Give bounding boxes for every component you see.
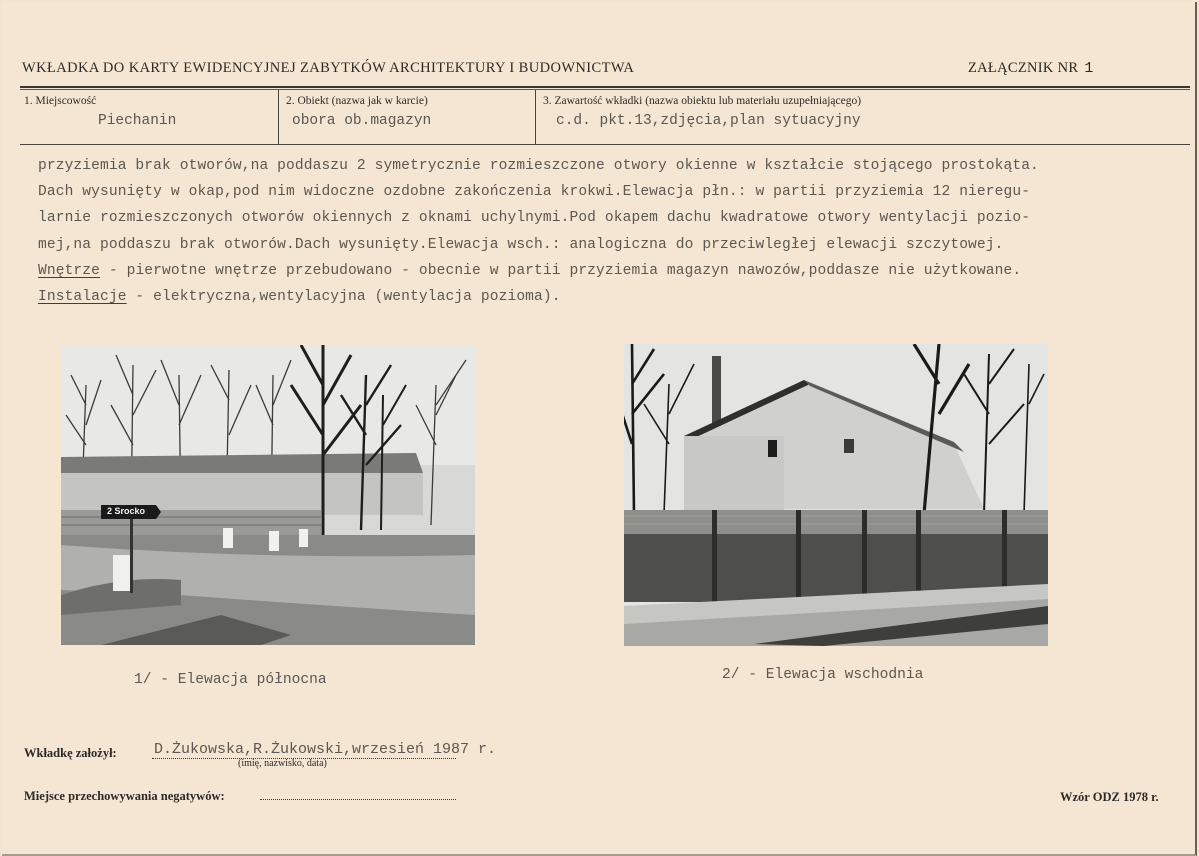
field-divider xyxy=(278,90,279,144)
header-rule-thin xyxy=(20,89,1190,90)
header-rule xyxy=(20,86,1190,88)
field-divider xyxy=(535,90,536,144)
photo-caption-north: 1/ - Elewacja północna xyxy=(134,672,327,688)
description-line: mej,na poddaszu brak otworów.Dach wysunięty.Elewacja wsch.: analogiczna do przeciwległej elewacji szczytowej. xyxy=(38,236,1004,253)
annex-number: 1 xyxy=(1084,60,1094,77)
author-value: D.Żukowska,R.Żukowski,wrzesień 1987 r. xyxy=(154,741,497,758)
interior-text: - pierwotne wnętrze przebudowano - obecnie w partii przyziemia magazyn nawozów,poddasze nie użytkowane. xyxy=(100,262,1022,279)
photo-east-elevation xyxy=(624,344,1048,646)
negatives-label: Miejsce przechowywania negatywów: xyxy=(24,789,225,803)
description-line xyxy=(38,258,1188,284)
photo-east-elevation-image xyxy=(624,344,1048,646)
description-line: przyziemia brak otworów,na poddaszu 2 symetrycznie rozmieszczone otwory okienne w kształcie stojącego prostokąta. xyxy=(38,158,1039,174)
description-line xyxy=(38,284,1188,310)
document-title: WKŁADKA DO KARTY EWIDENCYJNEJ ZABYTKÓW ARCHITEKTURY I BUDOWNICTWA xyxy=(22,60,635,76)
form-code: Wzór ODZ 1978 r. xyxy=(1060,790,1159,804)
locality-value: Piechanin xyxy=(98,113,177,129)
installations-text: - elektryczna,wentylacyjna (wentylacja pozioma). xyxy=(126,289,561,306)
photo-north-elevation-image xyxy=(61,345,475,645)
description-line: Dach wysunięty w okap,pod nim widoczne ozdobne zakończenia krokwi.Elewacja płn.: w partii przyziemia 12 nieregu- xyxy=(38,184,1031,201)
author-hint: (imię, nazwisko, data) xyxy=(238,758,327,769)
road-sign-text: 2 Srocko xyxy=(107,506,146,516)
section-heading-interior: Wnętrze xyxy=(38,262,101,279)
content-value: c.d. pkt.13,zdjęcia,plan sytuacyjny xyxy=(556,113,861,129)
author-label: Wkładkę założył: xyxy=(24,746,117,760)
object-label: 2. Obiekt (nazwa jak w karcie) xyxy=(286,95,428,107)
fields-rule xyxy=(20,144,1190,145)
annex-label-text: ZAŁĄCZNIK NR xyxy=(968,60,1079,76)
content-label: 3. Zawartość wkładki (nazwa obiektu lub materiału uzupełniającego) xyxy=(543,95,862,107)
annex-label xyxy=(968,60,1094,77)
description-text xyxy=(38,153,1188,310)
negatives-dotted-line xyxy=(260,799,456,800)
photo-north-elevation xyxy=(61,345,475,645)
section-heading-installations: Instalacje xyxy=(38,289,127,306)
locality-label: 1. Miejscowość xyxy=(24,95,97,107)
description-line: larnie rozmieszczonych otworów okiennych z oknami uchylnymi.Pod okapem dachu kwadratowe otwory wentylacji pozio- xyxy=(38,210,1031,227)
photo-caption-east: 2/ - Elewacja wschodnia xyxy=(722,667,924,683)
object-value: obora ob.magazyn xyxy=(292,113,432,129)
